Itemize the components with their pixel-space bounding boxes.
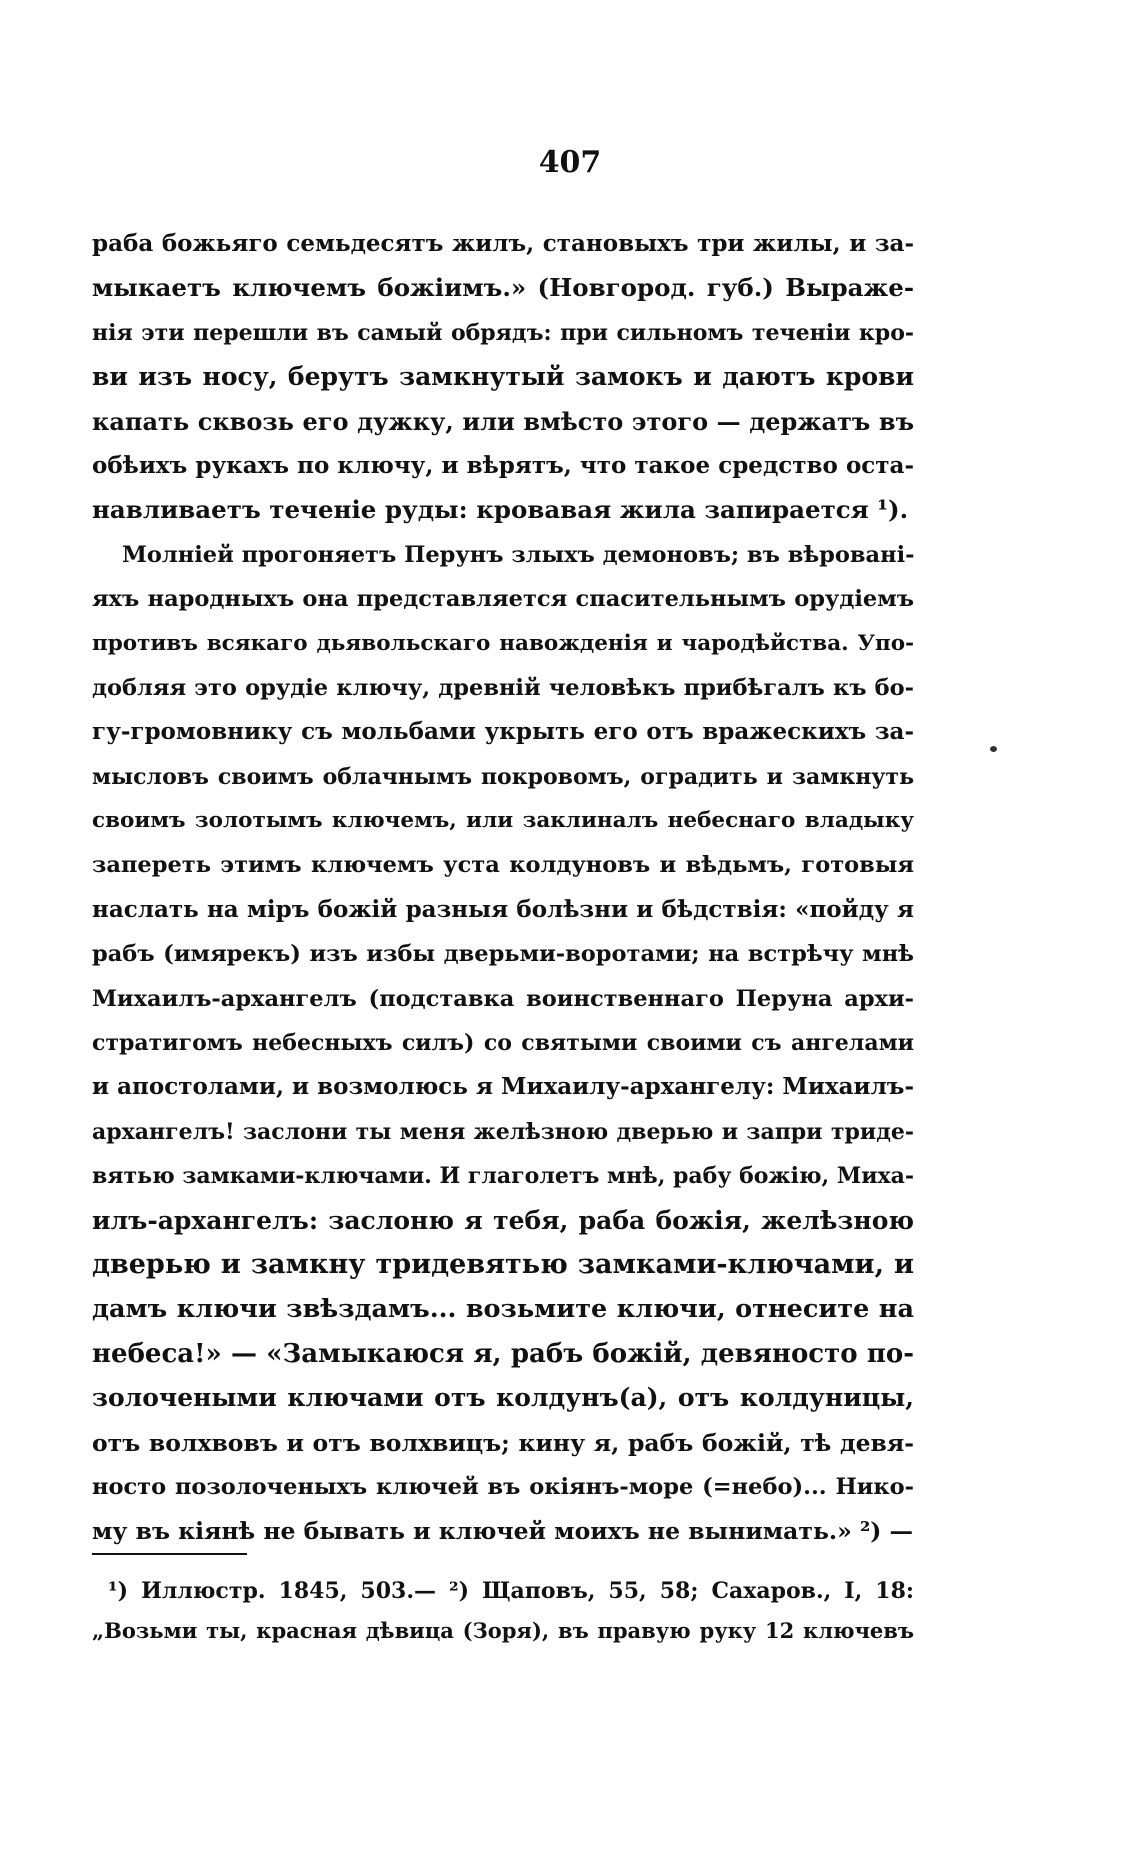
ink-speck (990, 746, 997, 752)
text-line: наслать на міръ божій разныя болѣзни и бѣдствія: «пойду я (92, 895, 914, 923)
text-line: золочеными ключами отъ колдунъ(а), отъ колдуницы, (92, 1383, 914, 1413)
text-line: му въ кіянѣ не бывать и ключей моихъ не вынимать.» ²) — (92, 1517, 914, 1546)
text-line: вятью замками-ключами. И глаголетъ мнѣ, рабу божію, Миха- (92, 1163, 914, 1190)
text-line: мысловъ своимъ облачнымъ покровомъ, оградить и замкнуть (92, 763, 914, 790)
text-line: добляя это орудіе ключу, древній человѣкъ прибѣгалъ къ бо- (92, 674, 914, 701)
footnotes (92, 1571, 914, 1651)
footnote-divider (92, 1553, 247, 1555)
text-line: илъ-архангелъ: заслоню я тебя, раба божія, желѣзною (92, 1205, 914, 1235)
text-line: своимъ золотымъ ключемъ, или заклиналъ небеснаго владыку (92, 808, 914, 834)
text-line: дверью и замкну тридевятью замками-ключами, и (92, 1248, 914, 1280)
text-line: стратигомъ небесныхъ силъ) со святыми своими съ ангелами (92, 1030, 914, 1057)
footnote-line: „Возьми ты, красная дѣвица (Зоря), въ правую руку 12 ключевъ (92, 1618, 914, 1643)
text-line: запереть этимъ ключемъ уста колдуновъ и вѣдьмъ, готовыя (92, 852, 914, 879)
text-line: капать сквозь его дужку, или вмѣсто этого — держатъ въ (92, 406, 914, 436)
text-line: обѣихъ рукахъ по ключу, и вѣрятъ, что такое средство оста- (92, 451, 914, 479)
text-line: раба божьяго семьдесятъ жилъ, становыхъ три жилы, и за- (92, 230, 914, 257)
body-text (92, 222, 914, 1554)
text-line: и апостолами, и возмолюсь я Михаилу-архангелу: Михаилъ- (92, 1073, 914, 1101)
text-line: носто позолоченыхъ ключей въ окіянъ-море (=небо)... Нико- (92, 1473, 914, 1500)
text-line: Михаилъ-архангелъ (подставка воинственнаго Перуна архи- (92, 985, 914, 1012)
footnote-line: ¹) Иллюстр. 1845, 503.— ²) Щаповъ, 55, 58; Сахаров., I, 18: (108, 1578, 914, 1604)
text-line: навливаетъ теченіе руды: кровавая жила запирается ¹). (92, 495, 909, 525)
text-line: отъ волхвовъ и отъ волхвицъ; кину я, рабъ божій, тѣ девя- (92, 1428, 914, 1457)
text-line: противъ всякаго дьявольскаго навожденія и чародѣйства. Упо- (92, 630, 914, 656)
page-number: 407 (538, 145, 602, 180)
text-line: ви изъ носу, берутъ замкнутый замокъ и даютъ крови (92, 362, 914, 392)
text-line: Молніей прогоняетъ Перунъ злыхъ демоновъ; въ вѣрованi- (122, 541, 914, 568)
text-line: нія эти перешли въ самый обрядъ: при сильномъ теченіи кро- (92, 319, 914, 346)
text-line: мыкаетъ ключемъ божіимъ.» (Новгород. губ.) Выраже- (92, 273, 914, 303)
text-line: яхъ народныхъ она представляется спасительнымъ орудiемъ (92, 586, 914, 613)
text-line: гу-громовнику съ мольбами укрыть его отъ вражескихъ за- (92, 718, 914, 746)
text-line: дамъ ключи звѣздамъ... возьмите ключи, отнесите на (92, 1294, 914, 1325)
text-line: архангелъ! заслони ты меня желѣзною дверью и запри триде- (92, 1118, 914, 1145)
text-line: небеса!» — «Замыкаюся я, рабъ божій, девяносто по- (92, 1338, 914, 1369)
text-line: рабъ (имярекъ) изъ избы дверьми-воротами; на встрѣчу мнѣ (92, 941, 914, 968)
